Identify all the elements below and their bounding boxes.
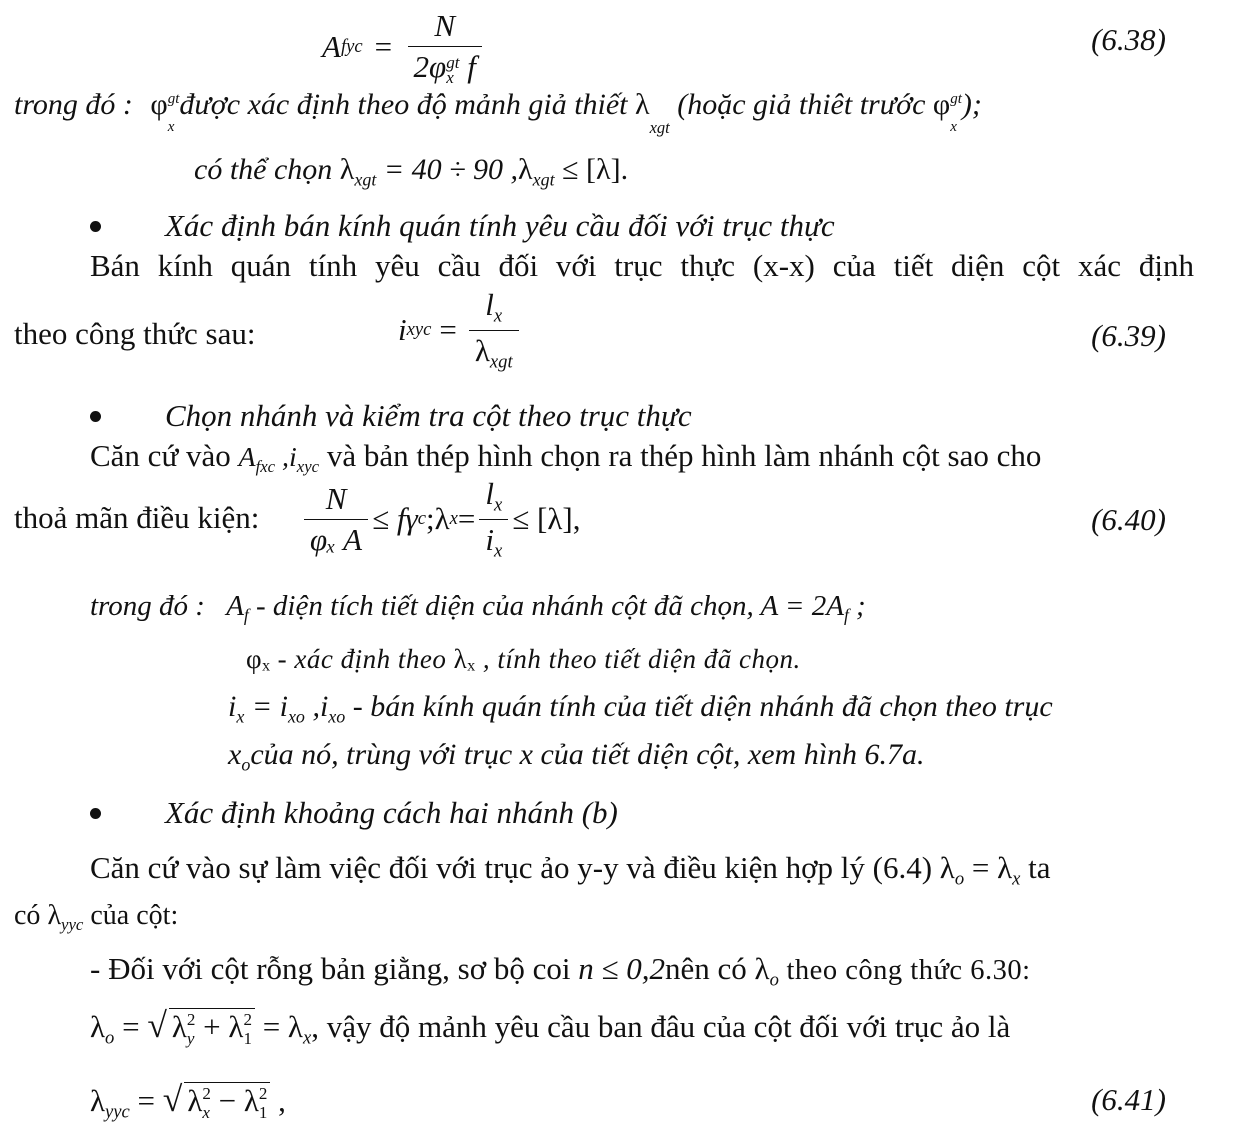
eq: = xyxy=(129,1083,163,1118)
denominator: λ xyxy=(474,332,490,368)
semi-sub: x xyxy=(449,508,458,529)
denominator-sub: xgt xyxy=(489,351,513,372)
semi: ;λ xyxy=(425,501,450,536)
r1-sup: 2 xyxy=(202,1084,211,1104)
lead-text: trong đó : xyxy=(14,88,141,121)
end: ta xyxy=(1020,850,1051,885)
r2: λ xyxy=(228,1009,244,1044)
equation-number-6-41: (6.41) xyxy=(1091,1082,1166,1117)
end: ≤ [λ], xyxy=(512,501,581,536)
lambda: λ xyxy=(90,1009,106,1044)
a-sub: f xyxy=(243,605,249,626)
equation-6-38: A fyc = N 2φ gt x f xyxy=(322,8,486,85)
phi-symbol: φ xyxy=(150,88,168,121)
lambda-symbol: λ xyxy=(635,88,650,121)
a: - Đối với cột rỗng bản giằng, sơ bộ coi xyxy=(90,951,579,986)
n: n ≤ 0,2 xyxy=(578,951,666,986)
line-doi-voi xyxy=(90,953,1031,990)
x: x xyxy=(228,738,242,771)
numerator-sub: x xyxy=(493,305,503,327)
r2: λ xyxy=(243,1083,259,1118)
c: ,i xyxy=(304,690,329,723)
text: , vậy độ mảnh yêu cầu ban đâu của cột đối với trục ảo là xyxy=(311,1009,1011,1044)
eq-lhs: A xyxy=(322,28,341,64)
eq-lhs-sub: fyc xyxy=(340,35,363,57)
eq: A = 2A xyxy=(760,590,844,622)
line-trong-do-2 xyxy=(90,592,866,624)
eq-lhs-sub: xyc xyxy=(406,319,432,340)
lambda-sub: xgt xyxy=(649,118,670,137)
lambda: λ xyxy=(90,1083,106,1118)
end: ; xyxy=(848,590,866,622)
fraction-1 xyxy=(304,481,368,558)
denominator xyxy=(408,49,482,85)
plus: + xyxy=(195,1009,229,1044)
r2-sub: 1 xyxy=(243,1028,252,1048)
bullet-heading-3: Xác định khoảng cách hai nhánh (b) xyxy=(165,795,618,830)
m: i xyxy=(228,690,237,723)
bullet-dot xyxy=(90,808,101,819)
line-lambda-o: $\lambda_o$ = √ λ 2 y + λ 2 1 = $\lambda_x$, vậy độ mảnh yêu cầu ban đâu của cột đối với trục ảo là xyxy=(90,1005,1011,1049)
equation-number-6-40: (6.40) xyxy=(1091,502,1166,537)
eq: = xyxy=(114,1009,148,1044)
equation-number-6-38: (6.38) xyxy=(1091,22,1166,57)
lambda: λₓ xyxy=(453,644,476,674)
end: ≤ [λ]. xyxy=(554,153,629,186)
end: , xyxy=(270,1083,286,1118)
lead: trong đó : xyxy=(90,590,205,622)
b: nên có xyxy=(665,951,755,986)
r1-sub: y xyxy=(186,1028,195,1048)
den-a: 2φ xyxy=(413,49,447,84)
lambda-1: λ xyxy=(339,153,355,186)
lambda: λ xyxy=(47,900,62,931)
eq-lhs: i xyxy=(398,312,407,347)
paragraph-1 xyxy=(90,250,1194,281)
paragraph-1-text: Bán kính quán tính yêu cầu đối với trục thực (x-x) của tiết diện cột xác định xyxy=(90,248,1194,283)
line-xo xyxy=(228,740,925,773)
lambda: λ xyxy=(754,951,770,986)
frac-den: i xyxy=(485,521,494,557)
r2-sup: 2 xyxy=(258,1084,268,1104)
text: - diện tích tiết diện của nhánh cột đã chọn, xyxy=(248,590,761,622)
text-2: , tính theo tiết diện đã chọn. xyxy=(475,644,801,674)
math-2-sub: xyc xyxy=(296,456,320,476)
text-1: - xác định theo xyxy=(270,644,454,674)
den-b: f xyxy=(459,49,476,84)
body-text: được xác định theo độ mảnh giả thiết xyxy=(179,88,636,121)
line-6-39-lead: theo công thức sau: xyxy=(14,316,256,351)
line-ix xyxy=(228,692,1053,725)
c: theo công thức 6.30: xyxy=(778,955,1031,986)
mid: ≤ fγ xyxy=(372,501,418,536)
fraction xyxy=(408,8,482,85)
paragraph-2 xyxy=(90,440,1041,476)
lambda-sub: o xyxy=(769,969,779,991)
phi: φₓ xyxy=(246,644,271,674)
fraction-2 xyxy=(479,476,508,562)
denominator: φₓ A xyxy=(310,521,363,557)
line-6-40-lead: thoả mãn điều kiện: xyxy=(14,500,260,535)
mid-sub: c xyxy=(417,508,426,529)
fraction xyxy=(469,287,519,373)
m-sub: x xyxy=(236,706,245,727)
phi2-sub: x xyxy=(950,118,957,135)
r1: λ xyxy=(171,1009,187,1044)
equals: = xyxy=(457,501,476,536)
body-text-2: (hoặc giả thiêt trước xyxy=(669,88,933,121)
lambda-2: λ xyxy=(518,153,533,186)
den-sub: x xyxy=(446,67,454,87)
phi2-sup: gt xyxy=(950,91,962,107)
math-2: ,i xyxy=(275,442,297,473)
r2-sub: 1 xyxy=(258,1102,268,1122)
r1: λ xyxy=(187,1083,203,1118)
lambda-2-sub: xgt xyxy=(532,169,555,190)
equation-6-41: $\lambda_{yyc}$ = √ λ 2 x − λ 2 1 , xyxy=(90,1079,286,1123)
numerator: N xyxy=(434,8,456,43)
equation-6-40 xyxy=(300,476,580,562)
x-sub: o xyxy=(241,754,251,775)
equation-6-39: i xyc = $\frac{l_x}{\lambda_{xgt}}$ xyxy=(398,287,523,373)
eq-sub: xo xyxy=(287,706,305,727)
c-sub: xo xyxy=(328,706,346,727)
frac-den-sub: x xyxy=(493,540,503,561)
numerator: N xyxy=(325,480,347,516)
r2-sup: 2 xyxy=(243,1010,252,1030)
eq: = λ xyxy=(964,850,1013,885)
frac-num-sub: x xyxy=(493,494,503,516)
lambda-1-sub: xgt xyxy=(354,169,377,190)
bullet-dot xyxy=(90,221,101,232)
minus: − xyxy=(210,1083,244,1118)
line-trong-do-1 xyxy=(14,90,982,137)
phi-symbol-2: φ xyxy=(932,88,951,121)
bullet-dot xyxy=(90,411,101,422)
l0: λ xyxy=(939,850,955,885)
numerator: l xyxy=(485,287,494,322)
l0-sub: o xyxy=(954,868,965,890)
den-sup: gt xyxy=(446,52,460,72)
lambda-sub: o xyxy=(105,1027,115,1049)
eq-sub: f xyxy=(843,605,849,626)
text: có thể chọn xyxy=(194,153,340,186)
line-phi xyxy=(246,646,801,673)
eq-sub: x xyxy=(1012,868,1021,890)
eq2: = λ xyxy=(254,1009,303,1044)
equation-number-6-39: (6.39) xyxy=(1091,318,1166,353)
frac-num: l xyxy=(485,476,494,511)
bullet-heading-2: Chọn nhánh và kiểm tra cột theo trục thực xyxy=(165,398,692,433)
bullet-heading-1: Xác định bán kính quán tính yêu cầu đối với trục thực xyxy=(165,208,835,243)
a: có xyxy=(14,900,48,931)
phi-sup: gt xyxy=(167,91,180,107)
phi-sub: x xyxy=(167,118,175,135)
text: - bán kính quán tính của tiết diện nhánh đã chọn theo trục xyxy=(345,690,1053,723)
math-1: A xyxy=(238,442,256,473)
lambda-sub: yyc xyxy=(105,1101,130,1123)
lambda-sub: yyc xyxy=(61,914,84,934)
r1-sub: x xyxy=(202,1102,210,1122)
paragraph-3 xyxy=(90,852,1051,889)
math-1-sub: fxc xyxy=(255,456,276,476)
b: của cột: xyxy=(83,900,179,931)
line-co-the-chon xyxy=(194,155,628,188)
text: của nó, trùng với trục x của tiết diện cột, xem hình 6.7a. xyxy=(250,738,925,771)
text-a: Căn cứ vào xyxy=(90,438,239,473)
r1-sup: 2 xyxy=(186,1010,196,1030)
mid: = 40 ÷ 90 , xyxy=(376,153,519,186)
text-b: và bản thép hình chọn ra thép hình làm nhánh cột sao cho xyxy=(319,438,1042,473)
body-text-3: ); xyxy=(961,88,982,121)
eq2-sub: x xyxy=(302,1027,312,1049)
eq: = i xyxy=(244,690,288,723)
a: A xyxy=(226,590,244,622)
text: Căn cứ vào sự làm việc đối với trục ảo y-y và điều kiện hợp lý (6.4) xyxy=(90,850,940,885)
line-co xyxy=(14,902,178,934)
